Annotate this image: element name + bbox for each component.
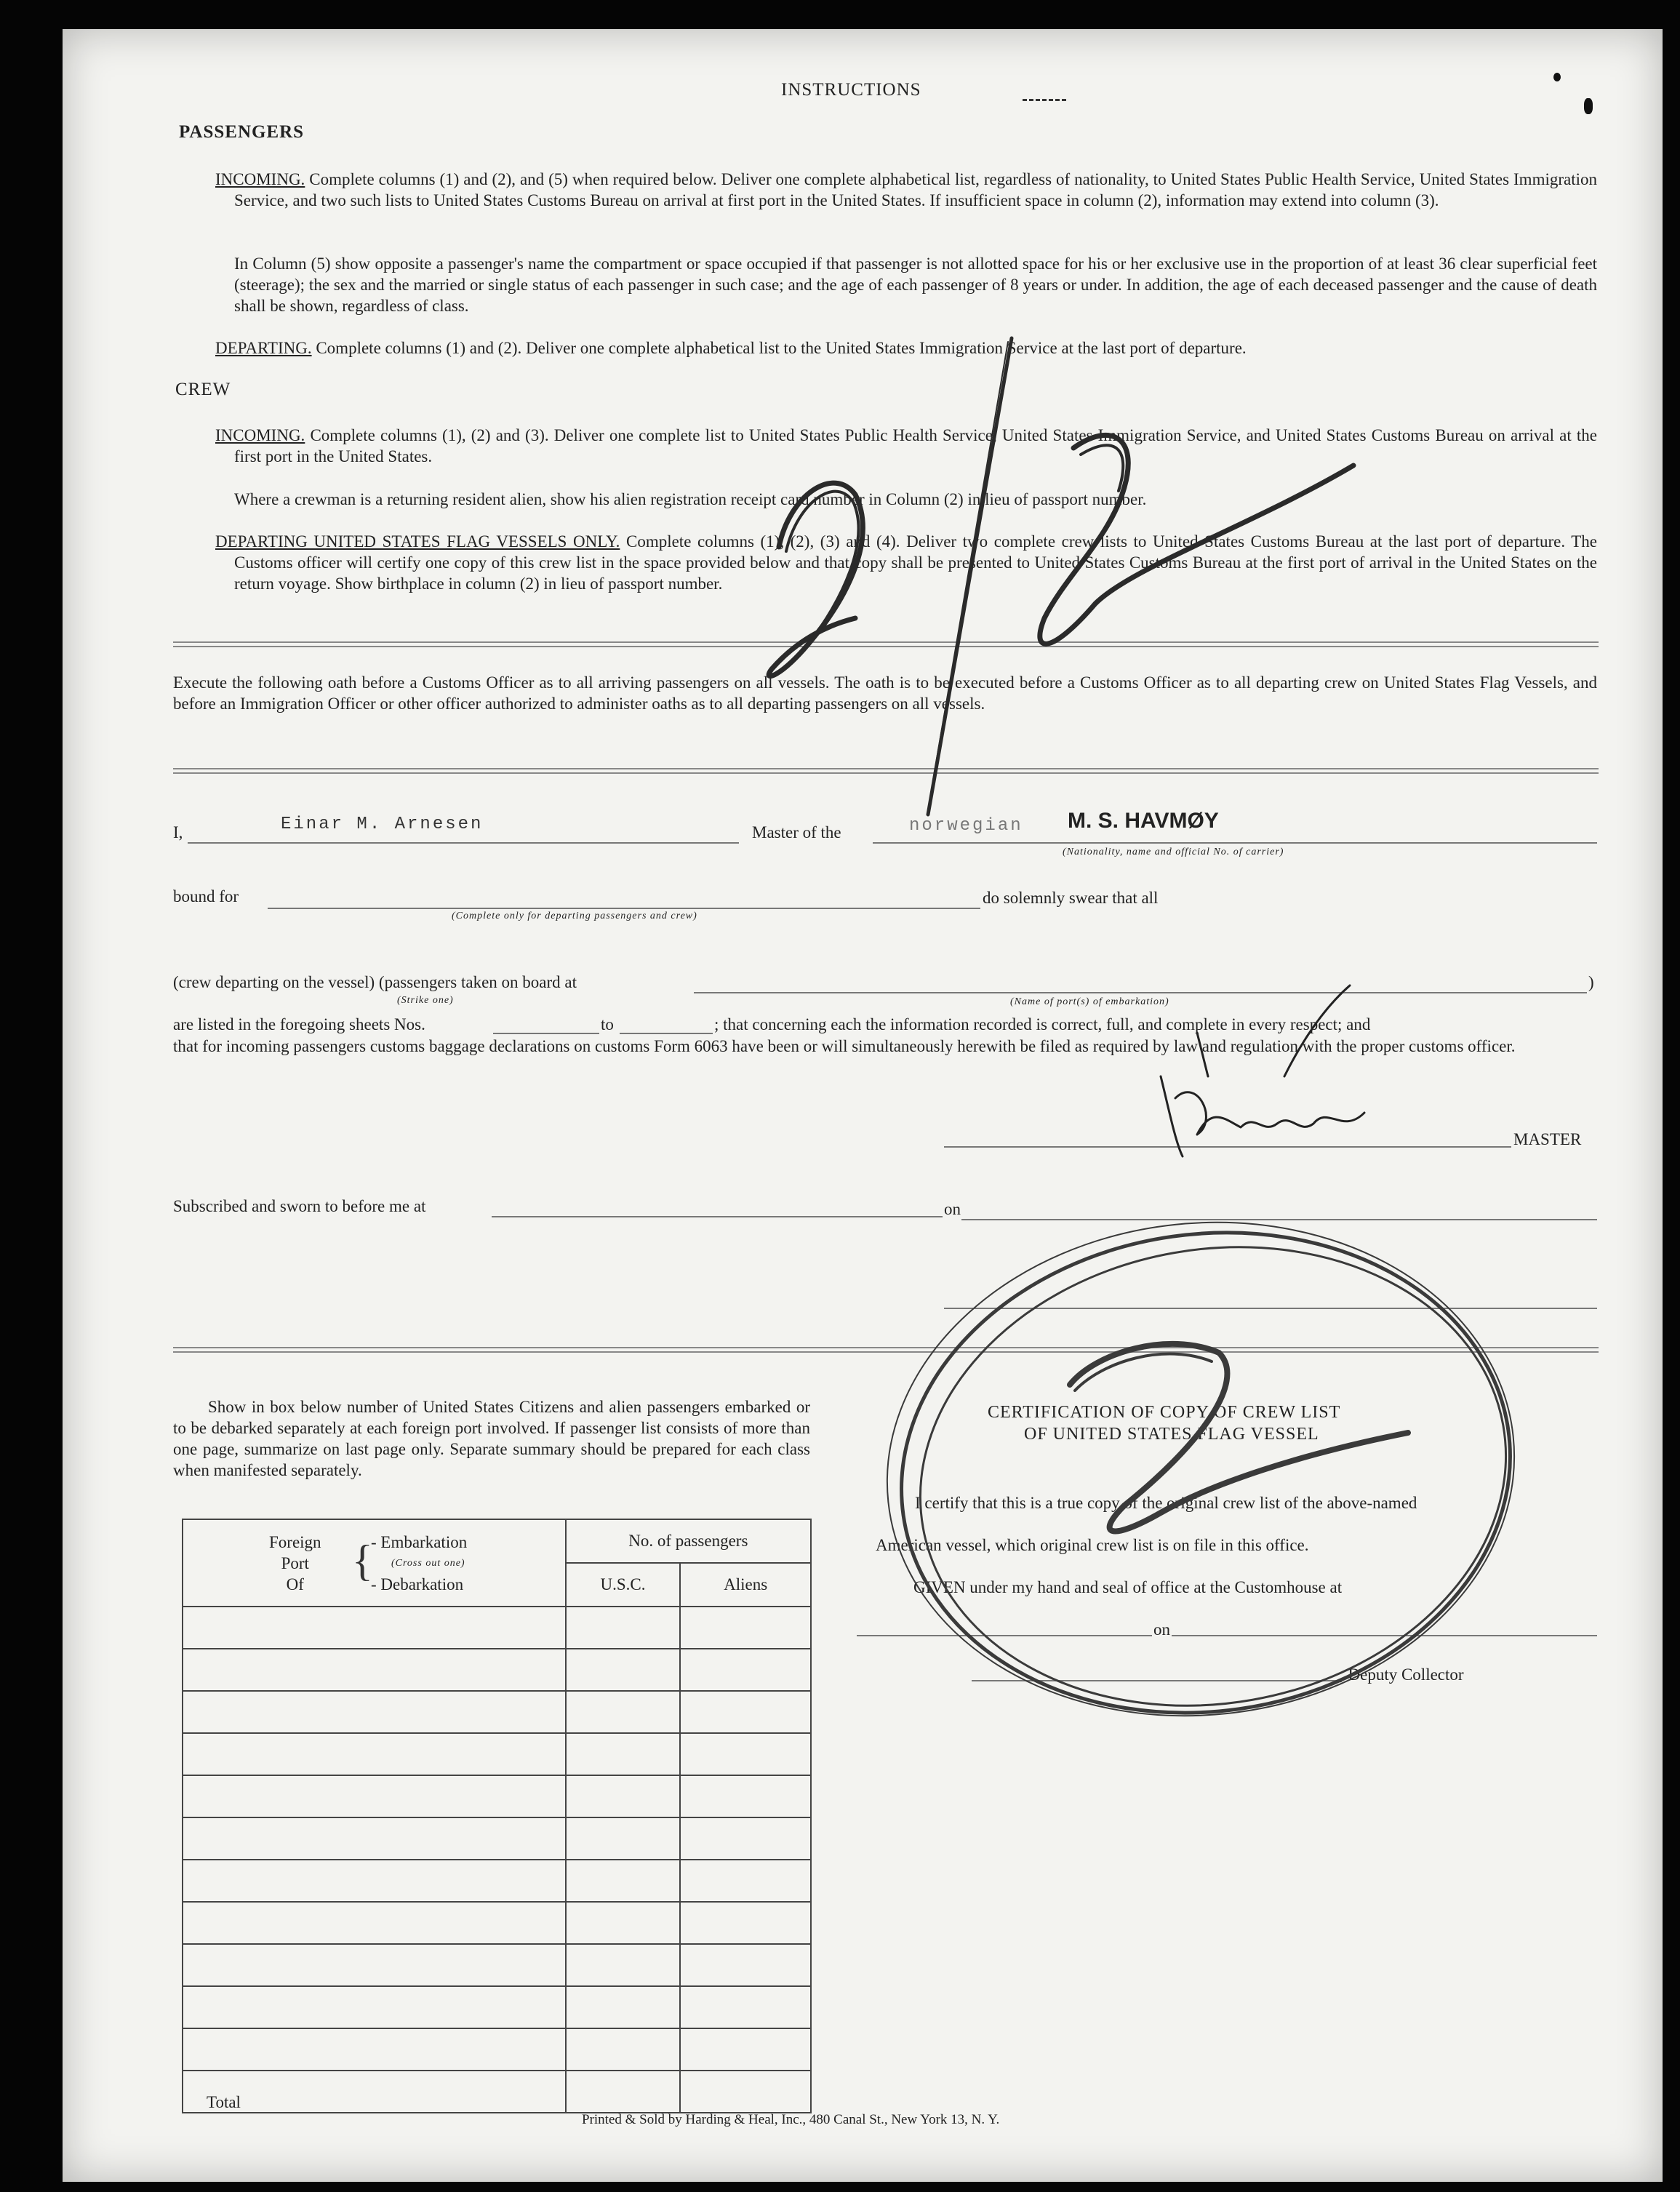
nationality-value: norwegian <box>909 816 1023 836</box>
ink-speck <box>1553 73 1561 81</box>
no-passengers-header: No. of passengers <box>566 1519 811 1563</box>
port-cell <box>183 1944 566 1986</box>
port-caption: (Name of port(s) of embarkation) <box>1010 996 1169 1007</box>
master-name: Einar M. Arnesen <box>281 815 484 834</box>
table-row <box>183 1944 811 1986</box>
oath-instructions: Execute the following oath before a Customs Officer as to all arriving passengers on all vessels. The oath is to be executed before a Customs Officer as to all departing crew on United States Flag Vessels, and before an Immigration Officer or other officer authorized to administer oaths as to all departing passengers on all vessels. <box>173 673 1597 713</box>
nationality-caption: (Nationality, name and official No. of carrier) <box>1063 847 1284 857</box>
cert-place-line <box>857 1635 1597 1636</box>
summary-instructions: Show in box below number of United States Citizens and alien passengers embarked or to be debarked separately at each foreign port involved. If passenger list consists of more than one page, summarize on last page only. Separate summary should be prepared for each class when manifested separately. <box>173 1398 810 1479</box>
certification-text-2: American vessel, which original crew list is on file in this office. <box>876 1536 1309 1554</box>
master-of-label: Master of the <box>752 823 841 841</box>
sheet-to-line <box>620 1033 713 1034</box>
master-signature-line <box>944 1146 1511 1148</box>
aliens-cell <box>680 1607 811 1649</box>
vessel-name: M. S. HAVMØY <box>1068 809 1219 833</box>
crew-list-form-page <box>63 29 1663 2182</box>
master-name-line <box>188 842 739 844</box>
to-label: to <box>601 1015 614 1033</box>
port-cell <box>183 1860 566 1902</box>
brace-icon: { <box>352 1537 373 1585</box>
section-divider <box>173 1347 1599 1353</box>
certification-text-3: GIVEN under my hand and seal of office at the Customhouse at <box>913 1578 1343 1596</box>
header-of: Of <box>286 1575 304 1593</box>
aliens-cell <box>680 1649 811 1691</box>
certification-title-2: OF UNITED STATES FLAG VESSEL <box>1024 1425 1319 1444</box>
aliens-cell <box>680 1860 811 1902</box>
usc-cell <box>566 1775 681 1817</box>
aliens-cell <box>680 1733 811 1775</box>
passengers-departing-label: DEPARTING. <box>215 339 312 357</box>
subscribed-label: Subscribed and sworn to before me at <box>173 1197 426 1215</box>
table-row <box>183 2028 811 2071</box>
port-line <box>694 992 1587 993</box>
certification-title-1: CERTIFICATION OF COPY OF CREW LIST <box>988 1403 1341 1422</box>
usc-cell <box>566 1944 681 1986</box>
passengers-departing-text: Complete columns (1) and (2). Deliver one complete alphabetical list to the United States Immigration Service at the last port of departure. <box>311 339 1247 357</box>
listed-text-2: that for incoming passengers customs baggage declarations on customs Form 6063 have been or will simultaneously herewith be filed as required by law and regulation with the proper customs officer. <box>173 1037 1516 1055</box>
header-port: Port <box>281 1554 309 1572</box>
passengers-departing-paragraph <box>215 337 1597 359</box>
table-row <box>183 1649 811 1691</box>
section-divider <box>173 641 1599 647</box>
port-cell <box>183 1986 566 2028</box>
usc-cell <box>566 1649 681 1691</box>
crew-resident-paragraph: Where a crewman is a returning resident alien, show his alien registration receipt card number in Column (2) in lieu of passport number. <box>234 490 1147 508</box>
header-cross-out: (Cross out one) <box>391 1558 465 1569</box>
usc-cell <box>566 1986 681 2028</box>
passengers-incoming-paragraph <box>215 169 1597 211</box>
passengers-heading: PASSENGERS <box>179 122 305 142</box>
subscribed-place-line <box>492 1216 943 1217</box>
crew-departing-text: Complete columns (1), (2), (3) and (4). Deliver two complete crew lists to United States Customs Bureau at the last port of departure. The Customs officer will certify one copy of this crew list in the space provided below and that copy shall be presented to United States Customs Bureau at the first port of arrival in the United States on the return voyage. Show birthplace in column (2) in lieu of passport number. <box>234 532 1598 593</box>
listed-suffix: ; that concerning each the information recorded is correct, full, and complete in every respect; and <box>714 1015 1371 1033</box>
aliens-cell <box>680 1902 811 1944</box>
header-foreign: Foreign <box>269 1533 321 1551</box>
crew-incoming-paragraph <box>215 425 1597 467</box>
strike-one-caption: (Strike one) <box>397 995 454 1006</box>
crew-incoming-label: INCOMING. <box>215 426 305 444</box>
foreign-port-header <box>183 1519 566 1607</box>
instructions-heading: INSTRUCTIONS <box>781 80 921 100</box>
swear-text: do solemnly swear that all <box>983 889 1159 907</box>
header-embarkation: - Embarkation <box>371 1533 468 1551</box>
listed-prefix: are listed in the foregoing sheets Nos. <box>173 1015 425 1033</box>
printer-footer: Printed & Sold by Harding & Heal, Inc., 480 Canal St., New York 13, N. Y. <box>582 2112 1000 2127</box>
table-row <box>183 1775 811 1817</box>
bound-for-caption: (Complete only for departing passengers and crew) <box>452 911 697 921</box>
officer-signature-line <box>944 1308 1597 1309</box>
usc-cell <box>566 1902 681 1944</box>
section-divider <box>173 768 1599 774</box>
aliens-cell <box>680 1775 811 1817</box>
port-cell <box>183 1607 566 1649</box>
usc-cell <box>566 1691 681 1733</box>
deputy-collector-label: , Deputy Collector <box>1340 1665 1464 1684</box>
passengers-column5-paragraph: In Column (5) show opposite a passenger's name the compartment or space occupied if that passenger is not allotted space for his or her exclusive use in the proportion of at least 36 clear superficial feet (steerage); the sex and the married or single status of each passenger in such case; and the age of each passenger of 8 years or under. In addition, the age of each deceased passenger and the cause of death shall be shown, regardless of class. <box>234 255 1597 315</box>
ink-speck <box>1584 98 1593 114</box>
table-row <box>183 1691 811 1733</box>
master-label: MASTER <box>1513 1130 1582 1148</box>
total-usc-cell <box>566 2071 681 2113</box>
passengers-incoming-label: INCOMING. <box>215 170 305 188</box>
usc-cell <box>566 2028 681 2071</box>
crew-heading: CREW <box>175 380 231 399</box>
subscribed-on-label: on <box>944 1200 961 1218</box>
bound-for-line <box>268 908 980 909</box>
crew-departing-paragraph <box>215 531 1597 594</box>
usc-cell <box>566 1607 681 1649</box>
aliens-cell <box>680 2028 811 2071</box>
crew-incoming-text: Complete columns (1), (2) and (3). Deliver one complete list to United States Public Health Service, United States Immigration Service, and United States Customs Bureau on arrival at the first port in the United States. <box>234 426 1597 465</box>
port-cell <box>183 1775 566 1817</box>
table-row <box>183 1986 811 2028</box>
usc-cell <box>566 1860 681 1902</box>
crew-departing-line: (crew departing on the vessel) (passengers taken on board at <box>173 973 577 991</box>
bound-for-label: bound for <box>173 887 239 905</box>
table-row <box>183 1733 811 1775</box>
deputy-collector-line <box>972 1680 1338 1681</box>
table-row <box>183 1860 811 1902</box>
aliens-cell <box>680 1944 811 1986</box>
aliens-cell <box>680 1691 811 1733</box>
port-cell <box>183 2028 566 2071</box>
sheet-from-line <box>493 1033 599 1034</box>
usc-cell <box>566 1733 681 1775</box>
vessel-line <box>873 842 1597 844</box>
table-row <box>183 1607 811 1649</box>
table-total-row <box>183 2071 811 2113</box>
aliens-cell <box>680 1986 811 2028</box>
port-cell <box>183 1817 566 1860</box>
certification-text-1: I certify that this is a true copy of the original crew list of the above-named <box>915 1494 1417 1512</box>
certification-on-label: on <box>1153 1620 1170 1639</box>
total-aliens-cell <box>680 2071 811 2113</box>
aliens-header: Aliens <box>680 1563 811 1607</box>
subscribed-date-line <box>961 1219 1597 1220</box>
port-cell <box>183 1902 566 1944</box>
port-cell <box>183 1691 566 1733</box>
port-cell <box>183 1649 566 1691</box>
header-debarkation: - Debarkation <box>371 1575 464 1593</box>
total-label: Total <box>183 2071 566 2113</box>
usc-header: U.S.C. <box>566 1563 681 1607</box>
passenger-summary-table <box>182 1519 812 2113</box>
close-paren: ) <box>1588 973 1594 991</box>
summary-body <box>183 1607 811 2071</box>
usc-cell <box>566 1817 681 1860</box>
passengers-incoming-text: Complete columns (1) and (2), and (5) when required below. Deliver one complete alphabetical list, regardless of nationality, to United States Public Health Service, United States Immigration Service, and two such lists to United States Customs Bureau on arrival at first port in the United States. If insufficient space in column (2), information may extend into column (3). <box>234 170 1597 209</box>
table-header-row <box>183 1519 811 1563</box>
table-row <box>183 1817 811 1860</box>
table-row <box>183 1902 811 1944</box>
ink-speck <box>1023 99 1066 104</box>
aliens-cell <box>680 1817 811 1860</box>
i-label: I, <box>173 823 183 841</box>
crew-departing-label: DEPARTING UNITED STATES FLAG VESSELS ONLY. <box>215 532 620 551</box>
port-cell <box>183 1733 566 1775</box>
